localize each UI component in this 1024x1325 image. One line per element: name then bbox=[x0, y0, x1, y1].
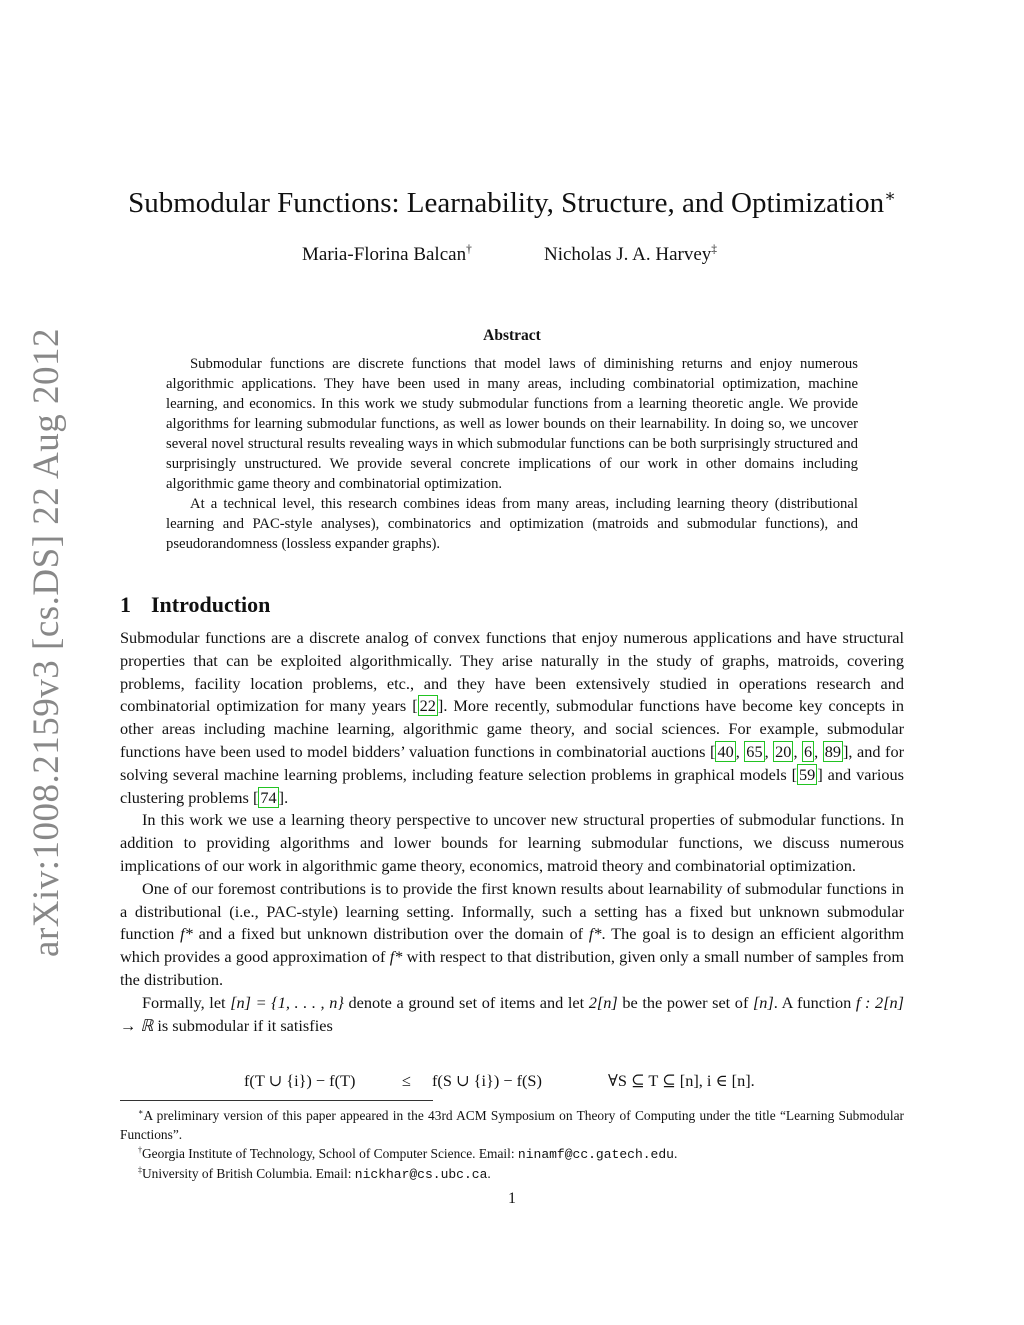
citation-link[interactable]: 40 bbox=[717, 741, 734, 761]
footnote-3 bbox=[120, 1164, 904, 1184]
author-2-mark: ‡ bbox=[711, 243, 717, 256]
intro-p3-text-a: One of our foremost contributions is to provide the first known results about learnability of submodular functions in a distributional (i.e., PAC-style) learning setting. Informally, such a setting has a fixed but unknown submodular function bbox=[120, 878, 904, 944]
equation-relation: ≤ bbox=[402, 1071, 411, 1090]
math-fstar: f* bbox=[588, 924, 602, 944]
intro-p1-text-e: . bbox=[284, 787, 289, 807]
intro-p3-text-c: . The goal is to design an efficient algorithm which provides a good approximation of bbox=[120, 924, 905, 967]
abstract-paragraph-1: Submodular functions are discrete functions that model laws of diminishing returns and enjoy numerous algorithmic applications. They have been used in many areas, including combinatorial optimization, machine learning, and economics. In this work we study submodular functions from a learning theoretic angle. We provide algorithms for learning submodular functions, as well as lower bounds on their learnability. In doing so, we uncover several novel structural results revealing ways in which submodular functions can be both surprisingly structured and surprisingly unstructured. We provide several concrete implications of our work in other domains including algorithmic game theory and combinatorial optimization. bbox=[166, 356, 858, 492]
footnote-2-end: . bbox=[673, 1146, 678, 1161]
author-2 bbox=[544, 244, 717, 266]
intro-p4-text-e: is submodular if it satisfies bbox=[153, 1015, 333, 1035]
arxiv-stamp bbox=[16, 327, 76, 957]
footnote-divider bbox=[120, 1100, 433, 1101]
citation-link[interactable]: 65 bbox=[746, 741, 763, 761]
footnote-2-text: Georgia Institute of Technology, School of Computer Science. Email: bbox=[142, 1146, 518, 1161]
intro-paragraph-2: In this work we use a learning theory perspective to uncover new structural properties of submodular functions. In addition to providing algorithms and lower bounds for learning submodular functions, we discuss numerous implications of our work in algorithmic game theory, economics, matroid theory and combinatorial optimization. bbox=[120, 810, 904, 875]
math-fstar: f* bbox=[389, 947, 403, 967]
citation-link[interactable]: 6 bbox=[804, 741, 813, 761]
section-heading bbox=[120, 592, 270, 618]
intro-p1-text-c: ], and for solving several machine learning problems, including feature selection problems in graphical models bbox=[120, 741, 905, 784]
author-1-mark: † bbox=[466, 243, 472, 256]
intro-p3-text-b: and a fixed but unknown distribution over the domain of bbox=[192, 924, 589, 944]
footnotes bbox=[120, 1106, 904, 1184]
intro-p4-text-a: Formally, let bbox=[142, 992, 231, 1012]
intro-paragraph-1: Submodular functions are a discrete analog of convex functions that enjoy numerous applications and have structural properties that can be exploited algorithmically. They arise naturally in the study of graphs, matroids, covering problems, facility location problems, etc., and they have been extensively studied in operations research and combinatorial optimization for many years [ 22 ]. More recently, submodular functions have become key concepts in other areas including machine learning, algorithmic game theory, and social sciences. For example, submodular functions have been used to model bidders’ valuation functions in combinatorial auctions [ 40 , 65 , 20 , 6 , 89 ], and for solving several machine learning problems, including feature selection problems in graphical models [ 59 ] and various clustering problems [ 74 ]. bbox=[120, 628, 905, 807]
citation-link[interactable]: 74 bbox=[260, 787, 277, 807]
intro-paragraph-4 bbox=[120, 992, 904, 1038]
math-power-set: 2[n] bbox=[588, 992, 618, 1012]
footnote-1-mark: ∗ bbox=[138, 1107, 144, 1117]
title-footnote-mark: ∗ bbox=[884, 185, 896, 206]
footnote-2-mark: † bbox=[138, 1145, 143, 1155]
footnote-3-text: University of British Columbia. Email: bbox=[142, 1166, 355, 1181]
email-link[interactable]: nickhar@cs.ubc.ca bbox=[354, 1167, 488, 1182]
paper-title bbox=[120, 183, 904, 223]
math-n-set: [n] bbox=[752, 992, 774, 1012]
citation-link[interactable]: 89 bbox=[824, 741, 842, 761]
citation-link[interactable]: 59 bbox=[799, 764, 816, 784]
citation-link[interactable]: 22 bbox=[419, 696, 436, 716]
abstract bbox=[166, 354, 858, 554]
author-2-name: Nicholas J. A. Harvey bbox=[544, 244, 712, 265]
math-fstar: f* bbox=[180, 924, 193, 944]
equation-lhs: f(T ∪ {i}) − f(T) bbox=[244, 1071, 356, 1090]
citation-link[interactable]: 20 bbox=[775, 741, 792, 761]
abstract-heading: Abstract bbox=[483, 327, 541, 344]
intro-body bbox=[120, 627, 904, 1037]
intro-p1-text-a: Submodular functions are a discrete analog of convex functions that enjoy numerous applications and have structural properties that can be exploited algorithmically. They arise naturally in the study of graphs, matroids, covering problems, facility location problems, etc., and they have been extensively studied in operations research and combinatorial optimization for many years bbox=[120, 628, 904, 716]
paper-title-text: Submodular Functions: Learnability, Structure, and Optimization bbox=[128, 187, 885, 219]
footnote-3-mark: ‡ bbox=[138, 1165, 143, 1175]
intro-paragraph-3 bbox=[120, 878, 904, 992]
intro-p4-text-c: be the power set of bbox=[617, 992, 753, 1012]
author-1-name: Maria-Florina Balcan bbox=[302, 244, 467, 265]
equation-rhs: f(S ∪ {i}) − f(S) bbox=[432, 1071, 542, 1090]
intro-p1-text-b: . More recently, submodular functions have become key concepts in other areas including machine learning, algorithmic game theory, and social sciences. For example, submodular functions have been used to model bidders’ valuation functions in combinatorial auctions [ bbox=[120, 696, 905, 761]
section-title: Introduction bbox=[151, 592, 271, 617]
email-link[interactable]: ninamf@cc.gatech.edu bbox=[517, 1147, 674, 1162]
section-number: 1 bbox=[120, 592, 131, 617]
equation-condition: ∀S ⊆ T ⊆ [n], i ∈ [n]. bbox=[608, 1071, 755, 1090]
footnote-3-end: . bbox=[487, 1166, 491, 1181]
intro-p1-text-d: and various clustering problems bbox=[120, 764, 905, 807]
arxiv-stamp-text: arXiv:1008.2159v3 [cs.DS] 22 Aug 2012 bbox=[25, 327, 67, 957]
math-ground-set: [n] = {1, . . . , n} bbox=[230, 992, 344, 1012]
intro-p3-text-d: with respect to that distribution, given only a small number of samples from the distribution. bbox=[120, 947, 904, 989]
intro-p4-text-d: . A function bbox=[773, 992, 856, 1012]
abstract-paragraph-2: At a technical level, this research combines ideas from many areas, including learning theory (distributional learning and PAC-style analyses), combinatorics and optimization (matroids and submodular functions), and pseudorandomness (lossless expander graphs). bbox=[166, 496, 858, 552]
page-number: 1 bbox=[508, 1190, 516, 1207]
footnote-1 bbox=[120, 1106, 904, 1144]
author-1 bbox=[302, 244, 472, 266]
footnote-2 bbox=[120, 1144, 904, 1164]
intro-p4-text-b: denote a ground set of items and let bbox=[343, 992, 589, 1012]
math-function-map: f : 2[n] → ℝ bbox=[120, 992, 905, 1035]
footnote-1-text: A preliminary version of this paper appeared in the 43rd ACM Symposium on Theory of Computing under the title “Learning Submodular Functions”. bbox=[120, 1108, 904, 1142]
